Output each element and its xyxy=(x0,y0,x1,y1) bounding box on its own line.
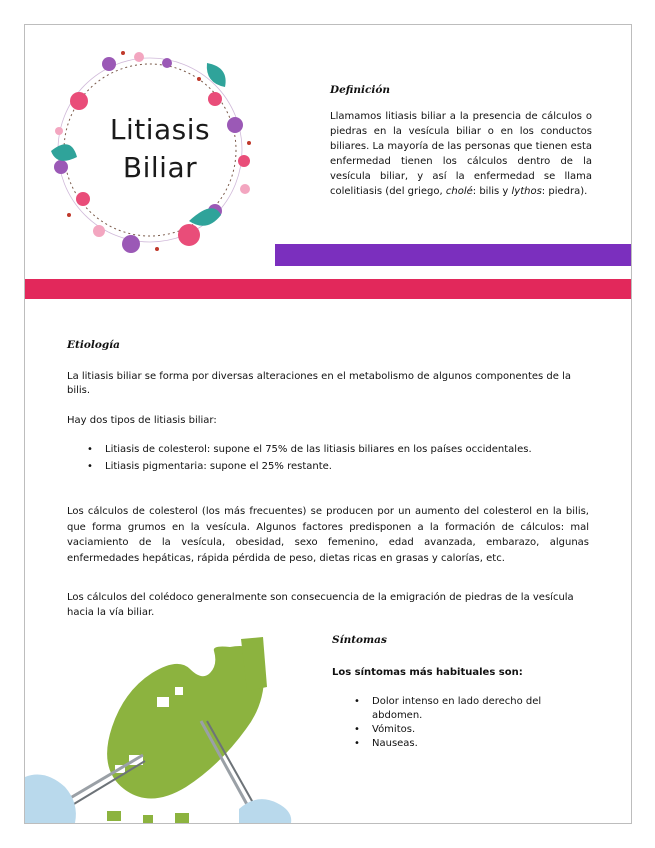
gloved-hand-left xyxy=(25,775,76,823)
sintomas-subheading: Los síntomas más habituales son: xyxy=(332,667,523,678)
definition-text-main: Llamamos litiasis biliar a la presencia de cálculos o piedras en la vesícula biliar o en los conductos biliares. La mayoría de las personas que tienen esta enfermedad tienen los cálculos dentro de la vesícula biliar, y así la enfermedad se llama colelitiasis (del griego, xyxy=(330,111,592,197)
definition-text xyxy=(330,109,592,199)
title-line-1: Litiasis xyxy=(109,113,211,146)
list-item: • Litiasis de colesterol: supone el 75% de las litiasis biliares en los países occidentales. xyxy=(67,441,532,458)
list-item: • Dolor intenso en lado derecho del abdomen. xyxy=(332,695,572,723)
term-lythos: lythos xyxy=(511,186,542,197)
etiologia-paragraph-1: La litiasis biliar se forma por diversas alteraciones en el metabolismo de algunos componentes de la bilis. xyxy=(67,371,571,396)
gallbladder-puzzle-shape xyxy=(107,646,264,799)
definition-text-end: : piedra). xyxy=(541,186,588,197)
document-page xyxy=(24,24,632,824)
etiologia-paragraph-2: Hay dos tipos de litiasis biliar: xyxy=(67,415,217,426)
title-line-2: Biliar xyxy=(122,151,198,184)
definition-heading: Definición xyxy=(330,84,391,96)
litiasis-types-list xyxy=(67,441,532,475)
term-chole: cholé xyxy=(445,186,473,197)
etiologia-heading: Etiología xyxy=(67,339,120,351)
list-item: • Litiasis pigmentaria: supone el 25% restante. xyxy=(67,458,532,475)
sintomas-list xyxy=(332,695,572,751)
gallbladder-puzzle-illustration xyxy=(25,637,297,823)
list-item: • Vómitos. xyxy=(332,723,572,737)
document-title xyxy=(85,111,235,187)
purple-band xyxy=(275,244,631,266)
red-band xyxy=(25,279,631,299)
sintomas-heading: Síntomas xyxy=(332,634,387,646)
etiologia-paragraph-4: Los cálculos del colédoco generalmente son consecuencia de la emigración de piedras de la vesícula hacia la vía biliar. xyxy=(67,592,574,618)
list-item: • Nauseas. xyxy=(332,737,572,751)
definition-text-bilis: : bilis y xyxy=(472,186,512,197)
etiologia-paragraph-3: Los cálculos de colesterol (los más frecuentes) se producen por un aumento del colesterol en la bilis, que forma grumos en la vesícula. Algunos factores predisponen a la formación de cálculos: mal vaciamiento de la vesícula, obesidad, sexo femenino, edad avanzada, embarazo, algunas enfermedades hepáticas, rápida pérdida de peso, dietas ricas en grasas y calorías, etc. xyxy=(67,506,589,564)
